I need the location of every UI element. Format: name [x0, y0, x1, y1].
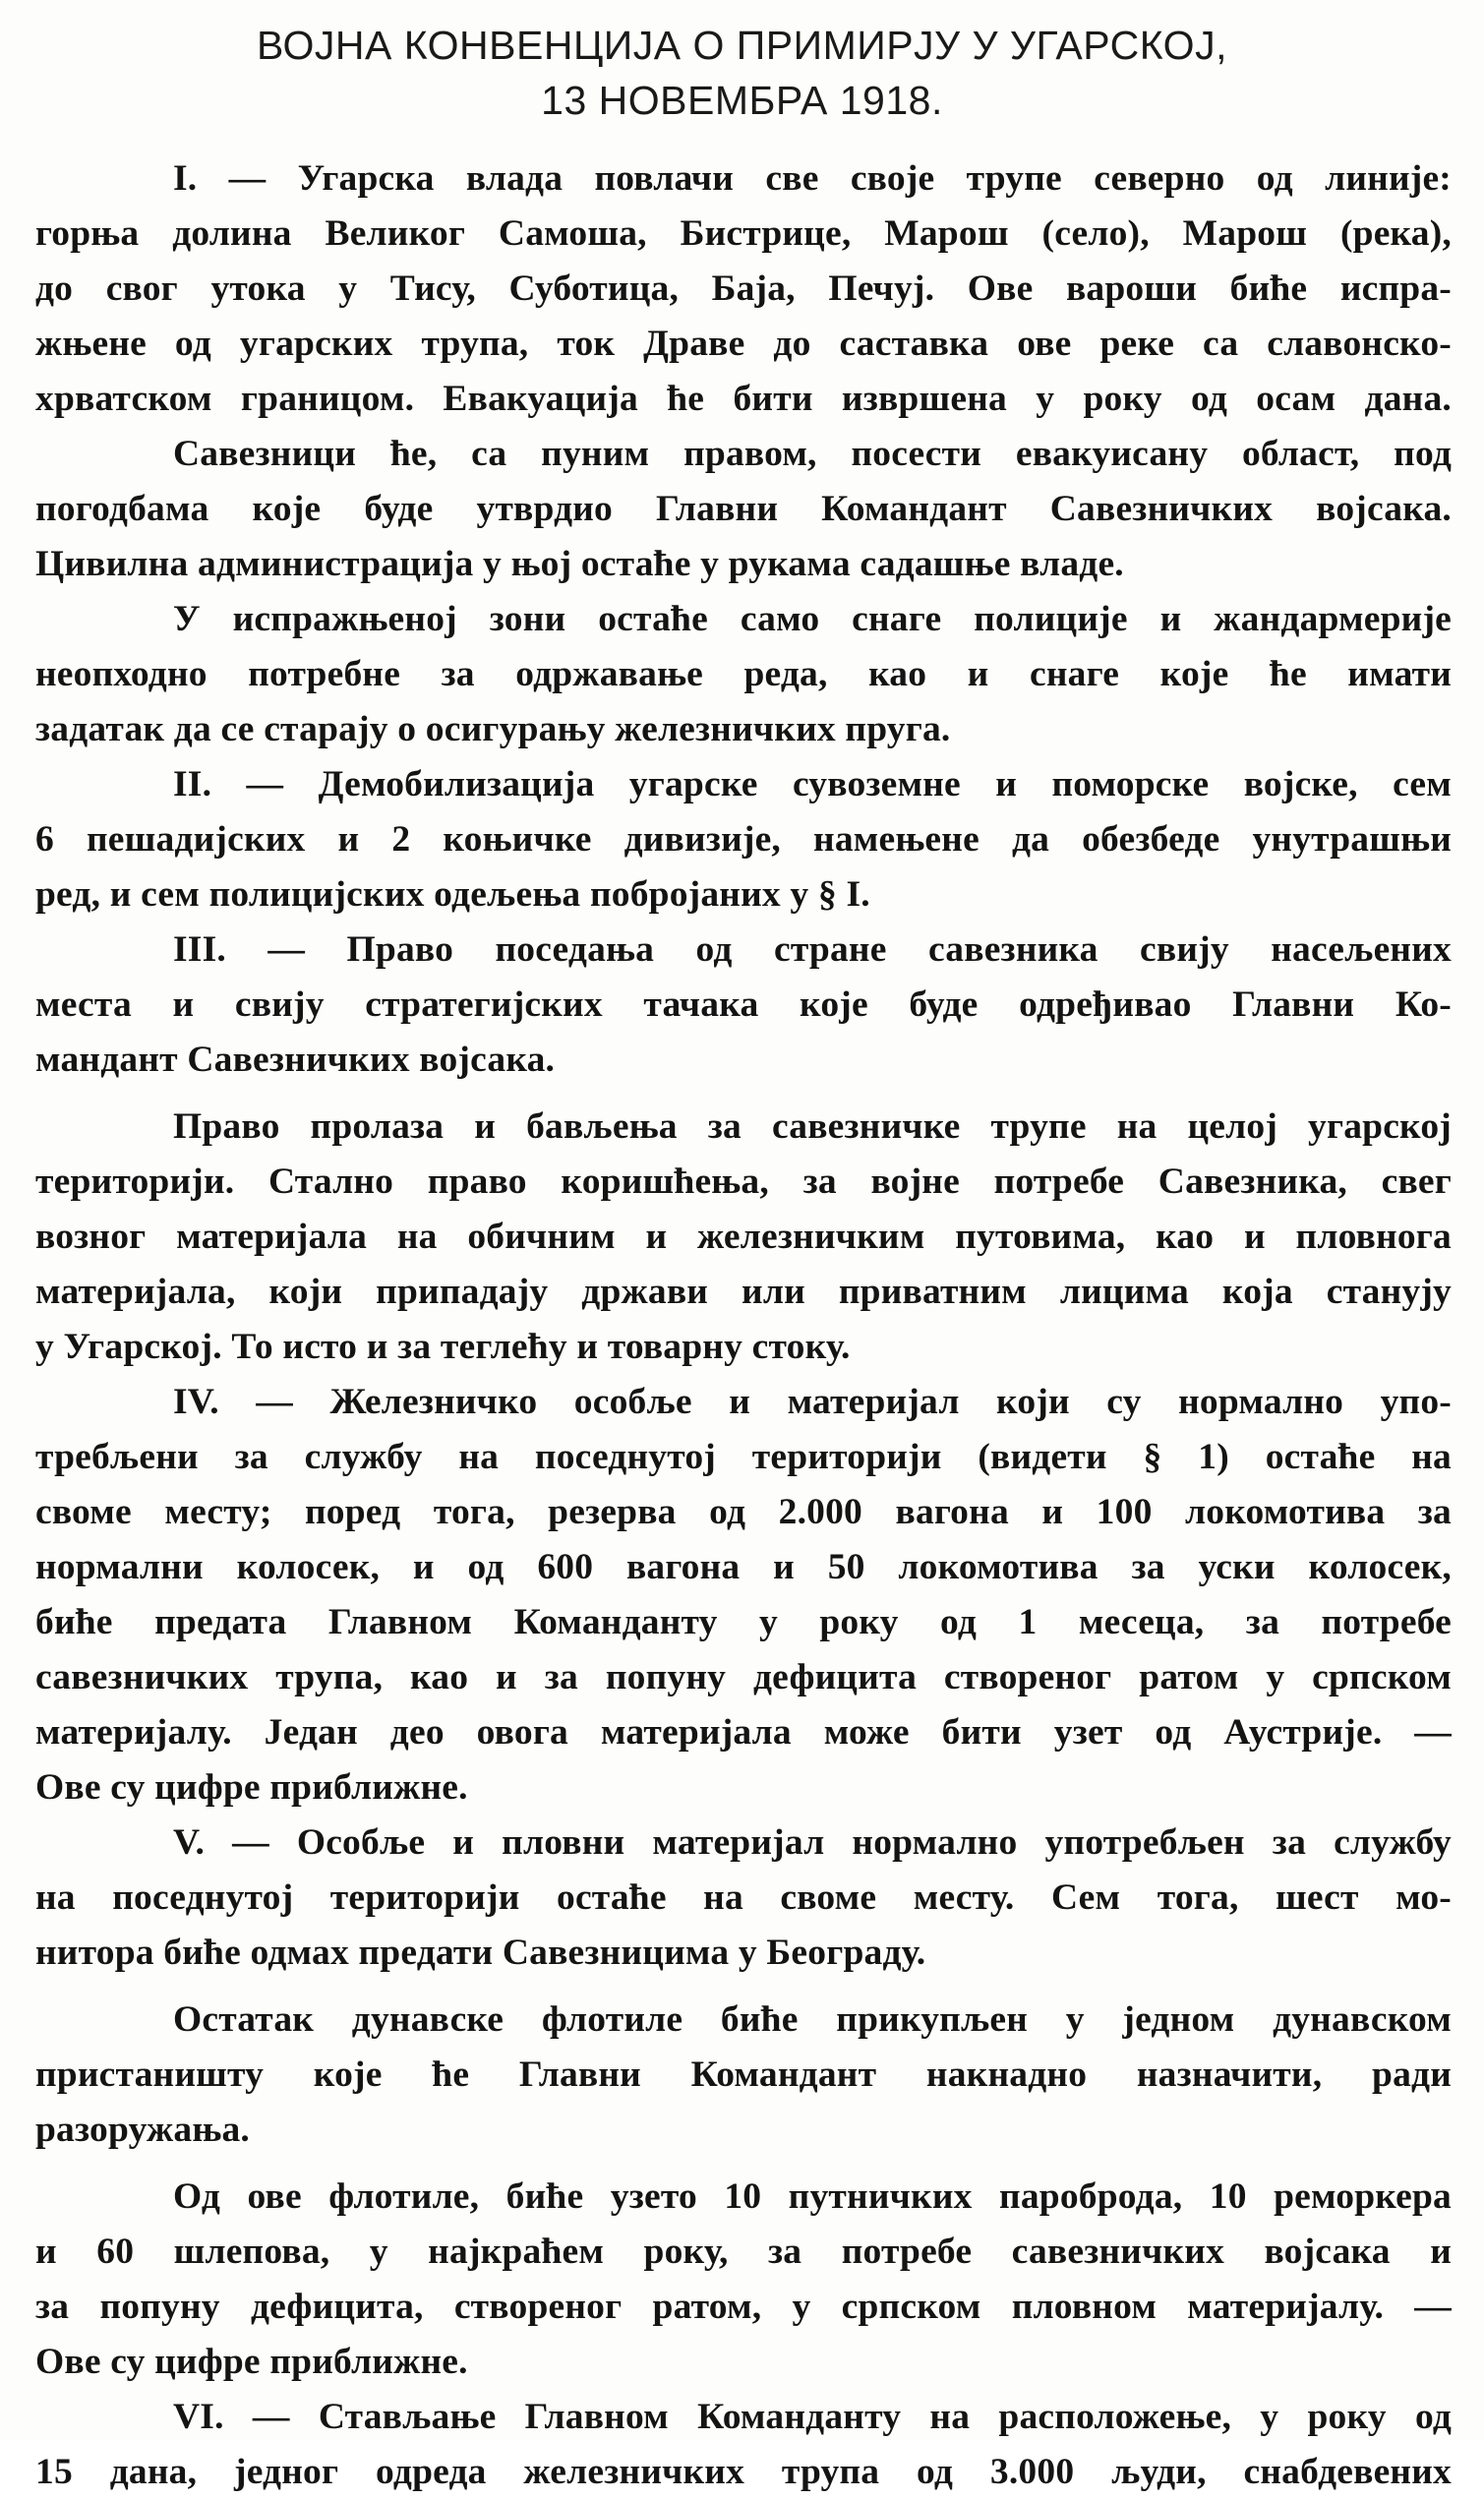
text-line: територији. Стално право коришћења, за војне потребе Савезника, свег — [35, 1161, 1452, 1202]
text-line: Право пролаза и бављења за савезничке трупе на целој угарској — [173, 1106, 1452, 1147]
text-line: жњене од угарских трупа, ток Драве до саставка ове реке са славонско- — [35, 324, 1452, 364]
text-line: I. — Угарска влада повлачи све своје трупе северно од линије: — [173, 158, 1452, 199]
text-line: IV. — Железничко особље и материјал који су нормално упо- — [173, 1382, 1452, 1422]
text-line: 15 дана, једног одреда железничких трупа од 3.000 људи, снабдевених — [35, 2452, 1452, 2492]
text-line: на поседнутој територији остаће на своме месту. Сем тога, шест мо- — [35, 1877, 1452, 1918]
text-line: мандант Савезничких војсака. — [35, 1040, 556, 1080]
text-line: биће предата Главном Команданту у року од 1 месеца, за потребе — [35, 1602, 1452, 1642]
text-line: материјала, који припадају држави или приватним лицима која станују — [35, 1272, 1452, 1312]
text-line: неопходно потребне за одржавање реда, као и снаге које ће имати — [35, 654, 1452, 694]
text-line: У испражњеној зони остаће само снаге полиције и жандармерије — [173, 599, 1452, 639]
text-line: погодбама које буде утврдио Главни Командант Савезничких војсака. — [35, 489, 1452, 529]
text-line: 6 пешадијских и 2 коњичке дивизије, намењене да обезбеде унутрашњи — [35, 819, 1452, 860]
text-line: нитора биће одмах предати Савезницима у Београду. — [35, 1933, 926, 1973]
text-line: Остатак дунавске флотиле биће прикупљен у једном дунавском — [173, 1999, 1452, 2040]
text-line: своме месту; поред тога, резерва од 2.000 вагона и 100 локомотива за — [35, 1492, 1452, 1532]
text-line: III. — Право поседања од стране савезника свију насељених — [173, 929, 1452, 970]
text-line: V. — Особље и пловни материјал нормално употребљен за службу — [173, 1822, 1452, 1863]
text-line: до свог утока у Тису, Суботица, Баја, Печуј. Ове вароши биће испра- — [35, 268, 1452, 309]
title-line-1: ВОЈНА КОНВЕНЦИЈА О ПРИМИРЈУ У УГАРСКОЈ, — [257, 23, 1227, 68]
document-title — [98, 18, 1386, 128]
text-line: горња долина Великог Самоша, Бистрице, Марош (село), Марош (река), — [35, 213, 1452, 254]
text-line: разоружања. — [35, 2110, 250, 2150]
text-line: савезничких трупа, као и за попуну дефицита створеног ратом у српском — [35, 1657, 1452, 1697]
text-line: Ове су цифре приближне. — [35, 2342, 468, 2382]
text-line: Од ове флотиле, биће узето 10 путничких паробродa, 10 реморкера — [173, 2176, 1452, 2217]
text-line: нормални колосек, и од 600 вагона и 50 локомотива за уски колосек, — [35, 1547, 1452, 1587]
text-line: пристаништу које ће Главни Командант накнадно назначити, ради — [35, 2054, 1452, 2095]
text-line: Цивилна администрација у њој остаће у рукама садашње владе. — [35, 544, 1124, 584]
text-line: материјалу. Један део овога материјала може бити узет од Аустрије. — — [35, 1712, 1452, 1753]
title-line-2: 13 НОВЕМБРА 1918. — [541, 78, 943, 123]
document-body — [35, 151, 1452, 2500]
text-line: места и свију стратегијских тачака које буде одређивао Главни Ко- — [35, 984, 1452, 1025]
text-line: Ове су цифре приближне. — [35, 1767, 468, 1808]
text-line: задатак да се старају о осигурању железничких пруга. — [35, 709, 951, 749]
text-line: за попуну дефицита, створеног ратом, у српском пловном материјалу. — — [35, 2287, 1452, 2327]
text-line: Савезници ће, са пуним правом, посести евакуисану област, под — [173, 434, 1452, 474]
text-line: возног материјала на обичним и железничким путовима, као и пловнога — [35, 1217, 1452, 1257]
text-line: у Угарској. То исто и за теглећу и товарну стоку. — [35, 1327, 851, 1367]
text-line: II. — Демобилизација угарске сувоземне и поморске војске, сем — [173, 764, 1452, 804]
text-line: хрватском границом. Евакуација ће бити извршена у року од осам дана. — [35, 379, 1452, 419]
text-line: ред, и сем полицијских одељења побројаних у § I. — [35, 874, 870, 915]
text-line: требљени за службу на поседнутој територији (видети § 1) остаће на — [35, 1437, 1452, 1477]
text-line: и 60 шлепова, у најкраћем року, за потребе савезничких војсака и — [35, 2232, 1452, 2272]
text-line: VI. — Стављање Главном Команданту на расположење, у року од — [173, 2397, 1452, 2437]
